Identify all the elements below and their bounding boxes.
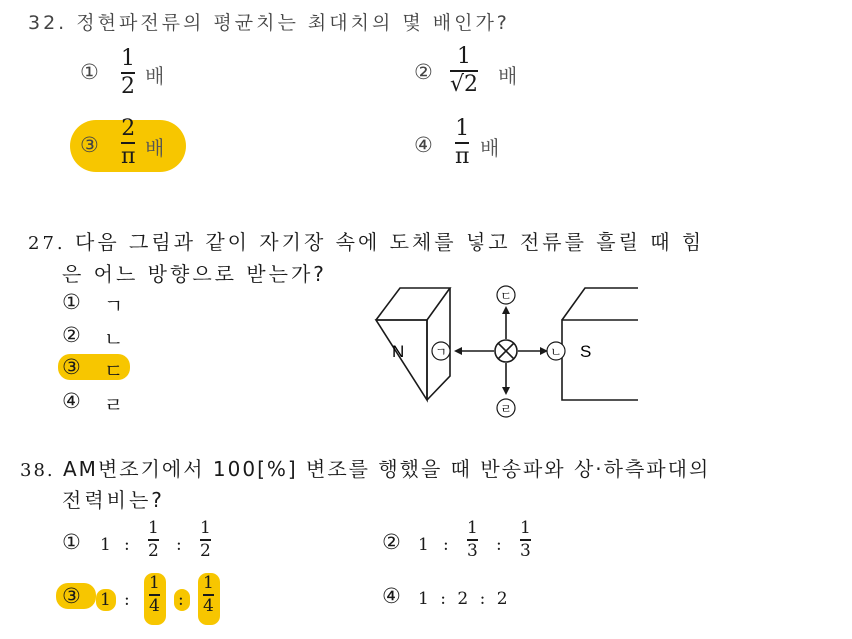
label-down: ㄹ bbox=[500, 402, 512, 416]
q38-option3-lead: 1 bbox=[100, 590, 111, 610]
q32-stem: 정현파전류의 평균치는 최대치의 몇 배인가? bbox=[76, 12, 510, 34]
q32-option1-fraction bbox=[121, 48, 135, 98]
q38-option2-marker: ② bbox=[382, 530, 401, 554]
q32-option4-fraction bbox=[455, 118, 469, 168]
q32-option2-numerator: 1 bbox=[457, 44, 471, 69]
q32-option1-denominator: 2 bbox=[121, 74, 135, 99]
q32-option3-numerator: 2 bbox=[121, 116, 136, 141]
s-magnet-top bbox=[562, 288, 638, 320]
q38-option1-marker: ① bbox=[62, 530, 81, 554]
q32-option1-numerator: 1 bbox=[121, 46, 135, 71]
q27-option3-marker: ③ bbox=[62, 355, 81, 379]
q32-option4-suffix: 배 bbox=[480, 136, 500, 160]
q27-stem-line2: 은 어느 방향으로 받는가? bbox=[62, 262, 327, 286]
q38-option3-colon1: : bbox=[124, 590, 130, 610]
s-magnet-front bbox=[562, 320, 638, 400]
q32-option3-fraction bbox=[121, 118, 135, 168]
q38-option1-colon2: : bbox=[176, 535, 182, 555]
q38-option3-frac1: 1 4 bbox=[149, 573, 160, 616]
q32-option3-marker: ③ bbox=[80, 133, 99, 157]
q38-option4-marker: ④ bbox=[382, 584, 401, 608]
q38-option2-lead: 1 bbox=[418, 535, 429, 555]
q32-option4-marker: ④ bbox=[414, 133, 433, 157]
q27-option4-marker: ④ bbox=[62, 389, 81, 413]
q27-option2-text: ㄴ bbox=[104, 327, 124, 351]
n-magnet-top bbox=[376, 288, 450, 320]
q38-option1-colon1: : bbox=[124, 535, 130, 555]
q38-option2-frac1: 1 3 bbox=[467, 518, 478, 561]
label-right: ㄴ bbox=[550, 345, 562, 359]
q38-number: 38. bbox=[20, 460, 55, 481]
q32-option2-suffix: 배 bbox=[498, 64, 518, 88]
q27-option4-text: ㄹ bbox=[104, 393, 124, 417]
q38-option1-lead: 1 bbox=[100, 535, 111, 555]
q38-option2-colon1: : bbox=[443, 535, 449, 555]
q38-stem-line1: 38. AM변조기에서 100[%] 변조를 행했을 때 반송파와 상·하측파대의 bbox=[20, 457, 711, 481]
q32-option3-suffix: 배 bbox=[145, 136, 165, 160]
q27-option1-marker: ① bbox=[62, 290, 81, 314]
q32-number: 32. bbox=[28, 12, 68, 34]
q38-option2-colon2: : bbox=[496, 535, 502, 555]
south-label: S bbox=[580, 342, 592, 361]
q27-number: 27. bbox=[28, 233, 66, 254]
q27-option3-text: ㄷ bbox=[104, 359, 124, 383]
q38-option1-frac2: 1 2 bbox=[200, 518, 211, 561]
q32-option3-denominator: π bbox=[121, 144, 136, 169]
q32-option1-marker: ① bbox=[80, 60, 99, 84]
q27-option2-marker: ② bbox=[62, 323, 81, 347]
q32-option1-suffix: 배 bbox=[145, 64, 165, 88]
q32-option2-fraction bbox=[450, 46, 478, 96]
label-left: ㄱ bbox=[435, 345, 447, 359]
q38-option2-frac2: 1 3 bbox=[520, 518, 531, 561]
label-up: ㄷ bbox=[500, 289, 512, 303]
q38-option1-frac1: 1 2 bbox=[148, 518, 159, 561]
q32-option2-denominator: √2 bbox=[450, 72, 479, 97]
q38-stem-line2: 전력비는? bbox=[62, 488, 165, 512]
q38-option3-marker: ③ bbox=[62, 584, 81, 608]
q32-option4-denominator: π bbox=[455, 144, 470, 169]
q32-option4-numerator: 1 bbox=[455, 116, 470, 141]
q27-option1-text: ㄱ bbox=[104, 294, 124, 318]
q27-stem-line1: 27. 다음 그림과 같이 자기장 속에 도체를 넣고 전류를 흘릴 때 힘 bbox=[28, 230, 705, 254]
q32-question bbox=[28, 8, 510, 35]
q38-option3-frac2: 1 4 bbox=[203, 573, 214, 616]
q38-option4-text: 1 : 2 : 2 bbox=[418, 589, 508, 609]
magnet-diagram bbox=[370, 280, 650, 420]
q32-option2-marker: ② bbox=[414, 60, 433, 84]
north-label: N bbox=[392, 342, 405, 361]
q38-option3-colon2: : bbox=[178, 590, 184, 610]
